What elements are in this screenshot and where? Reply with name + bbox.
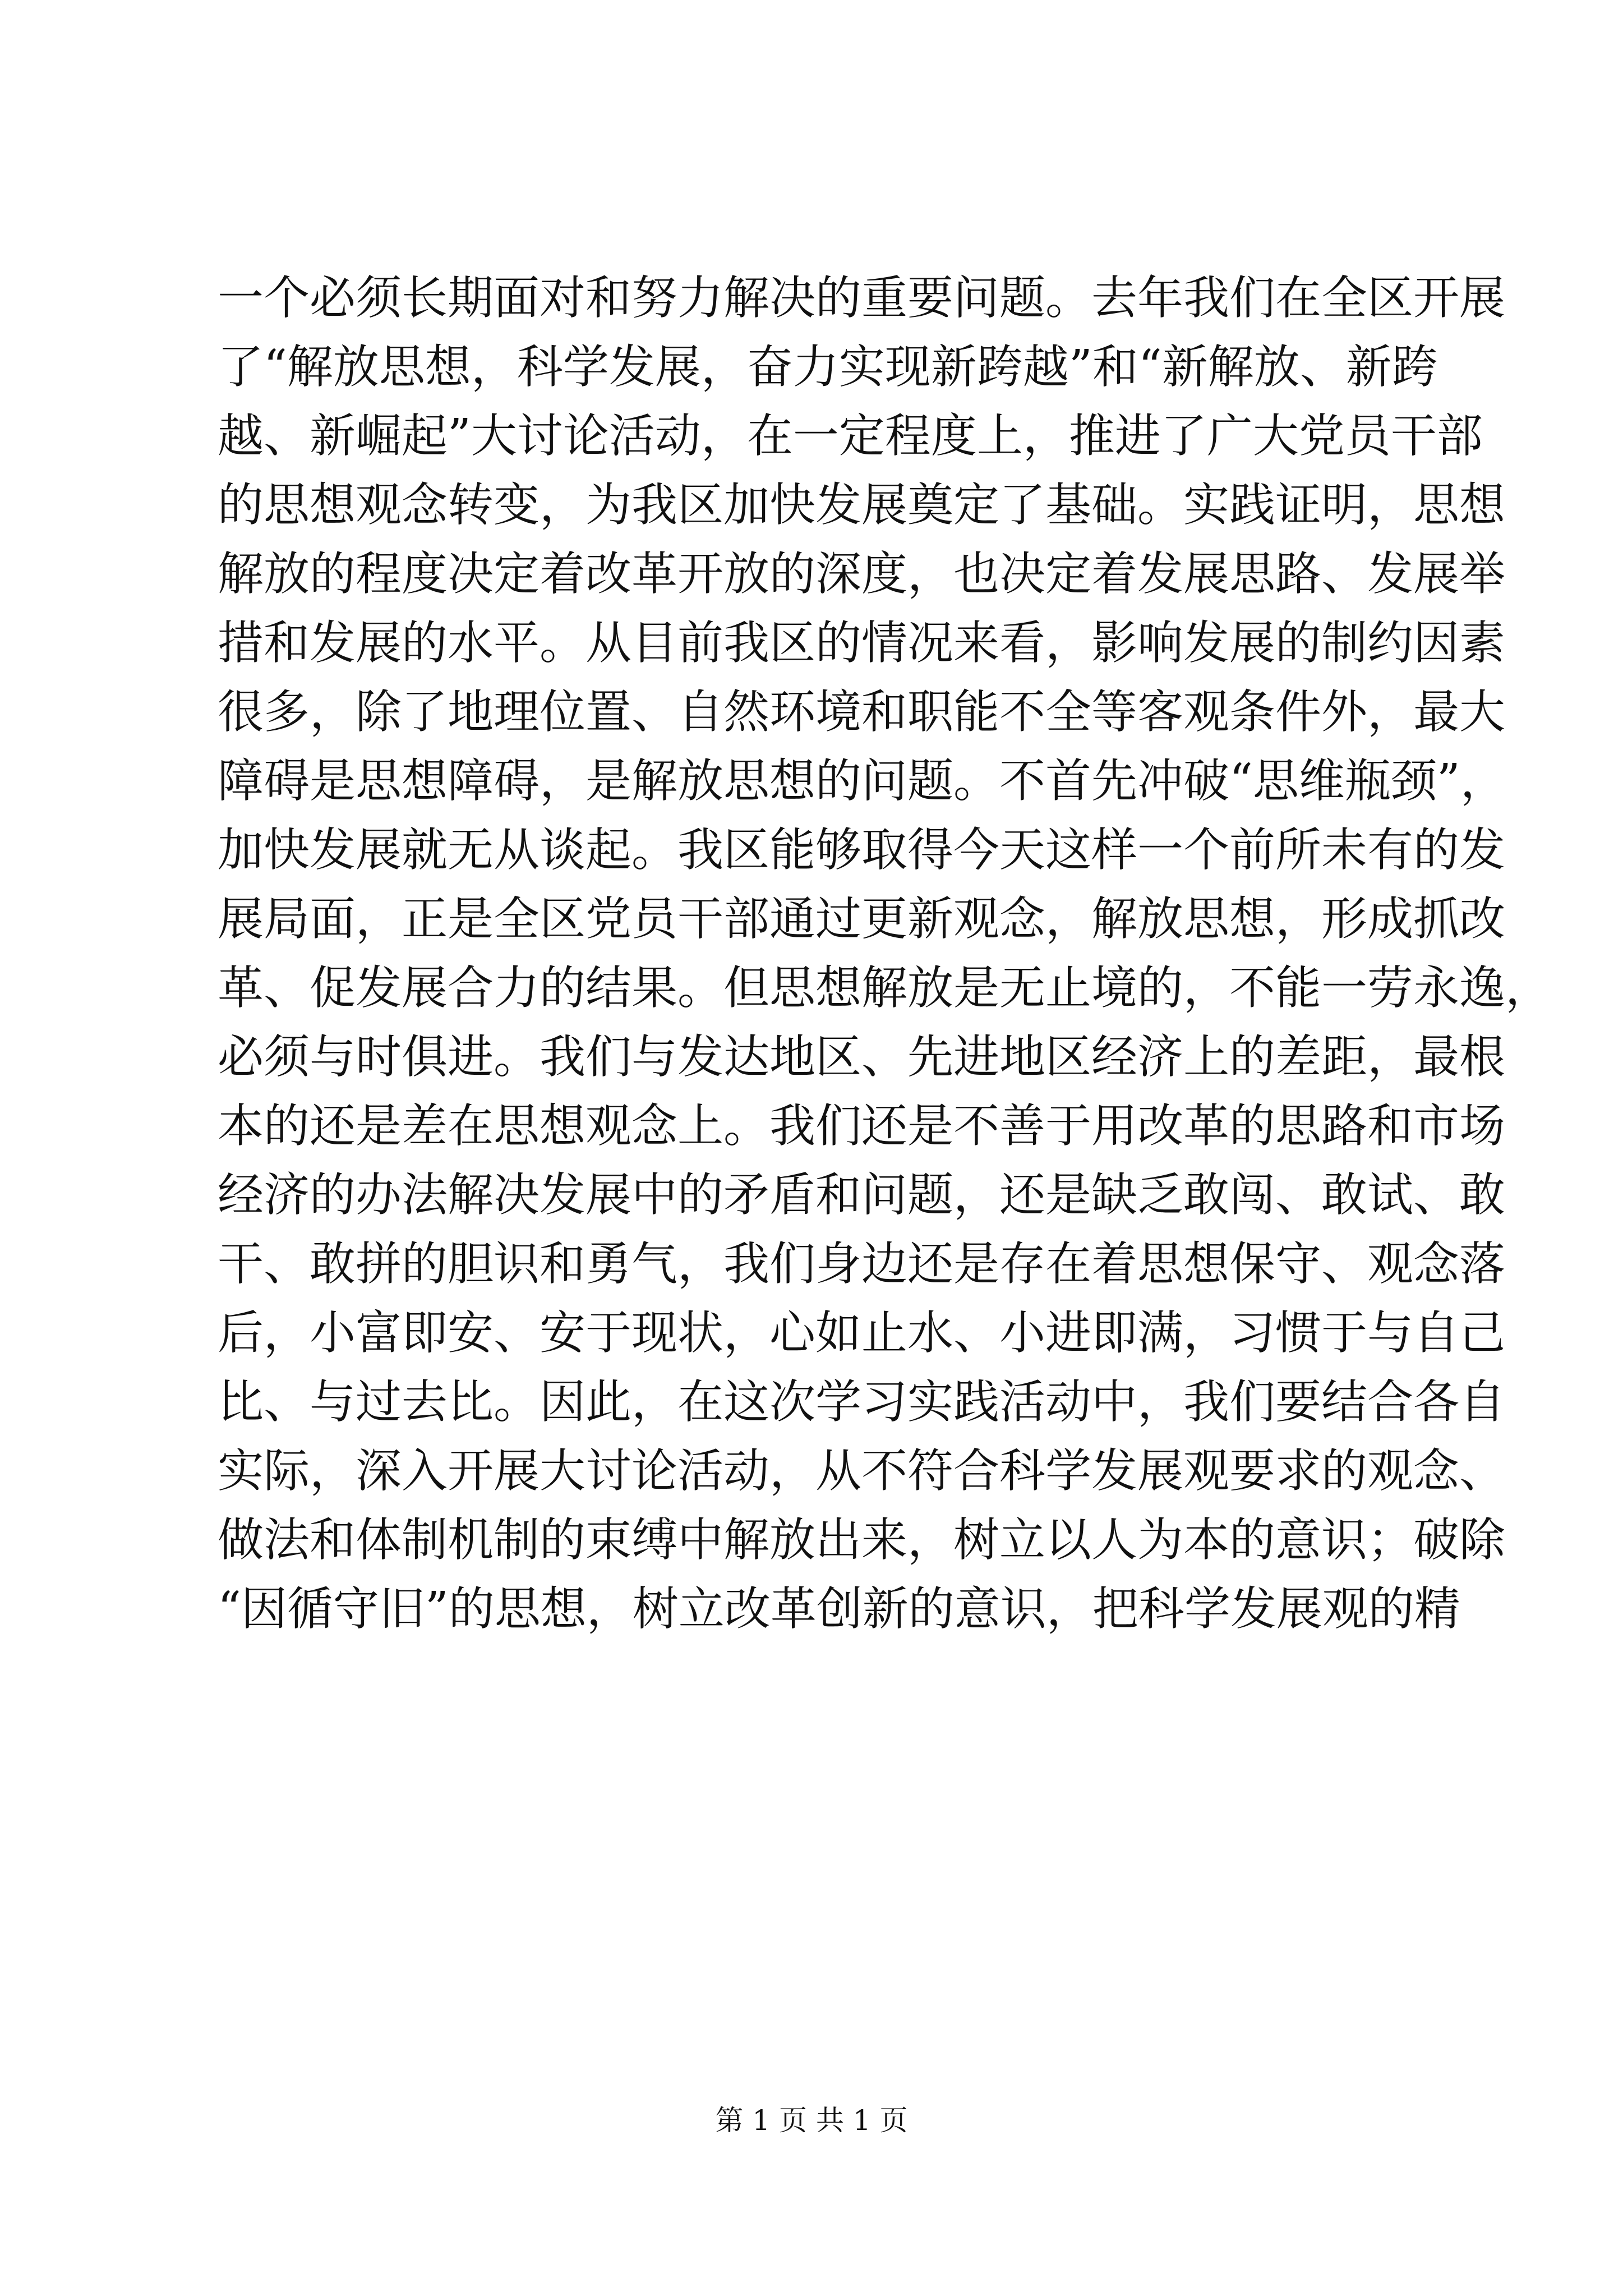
- text-line: 革、促发展合力的结果。但思想解放是无止境的，不能一劳永逸，: [218, 961, 1552, 1015]
- body-paragraph: [218, 264, 1552, 1644]
- text-line: 干、敢拼的胆识和勇气，我们身边还是存在着思想保守、观念落: [218, 1237, 1506, 1291]
- text-line: 解放的程度决定着改革开放的深度，也决定着发展思路、发展举: [218, 547, 1506, 601]
- text-line: 后，小富即安、安于现状，心如止水、小进即满，习惯于与自己: [218, 1306, 1506, 1360]
- text-line: 必须与时俱进。我们与发达地区、先进地区经济上的差距，最根: [218, 1030, 1506, 1084]
- text-line: 很多，除了地理位置、自然环境和职能不全等客观条件外，最大: [218, 685, 1506, 739]
- text-line: 实际，深入开展大讨论活动，从不符合科学发展观要求的观念、: [218, 1444, 1506, 1498]
- text-line: “因循守旧”的思想，树立改革创新的意识，把科学发展观的精: [218, 1582, 1460, 1636]
- text-line: 加快发展就无从谈起。我区能够取得今天这样一个前所未有的发: [218, 823, 1506, 877]
- text-line: 经济的办法解决发展中的矛盾和问题，还是缺乏敢闯、敢试、敢: [218, 1168, 1506, 1222]
- text-line: 比、与过去比。因此，在这次学习实践活动中，我们要结合各自: [218, 1375, 1506, 1429]
- text-line: 越、新崛起”大讨论活动，在一定程度上，推进了广大党员干部: [218, 409, 1483, 463]
- text-line: 做法和体制机制的束缚中解放出来，树立以人为本的意识；破除: [218, 1513, 1506, 1567]
- text-line: 障碍是思想障碍，是解放思想的问题。不首先冲破“思维瓶颈”，: [218, 754, 1506, 808]
- text-line: 展局面，正是全区党员干部通过更新观念，解放思想，形成抓改: [218, 892, 1506, 946]
- text-line: 本的还是差在思想观念上。我们还是不善于用改革的思路和市场: [218, 1099, 1506, 1153]
- text-line: 一个必须长期面对和努力解决的重要问题。去年我们在全区开展: [218, 272, 1506, 325]
- text-line: 了“解放思想，科学发展，奋力实现新跨越”和“新解放、新跨: [218, 341, 1438, 394]
- text-line: 措和发展的水平。从目前我区的情况来看，影响发展的制约因素: [218, 616, 1506, 670]
- page-number-footer: 第 1 页 共 1 页: [715, 2104, 908, 2137]
- text-line: 的思想观念转变，为我区加快发展奠定了基础。实践证明，思想: [218, 478, 1506, 532]
